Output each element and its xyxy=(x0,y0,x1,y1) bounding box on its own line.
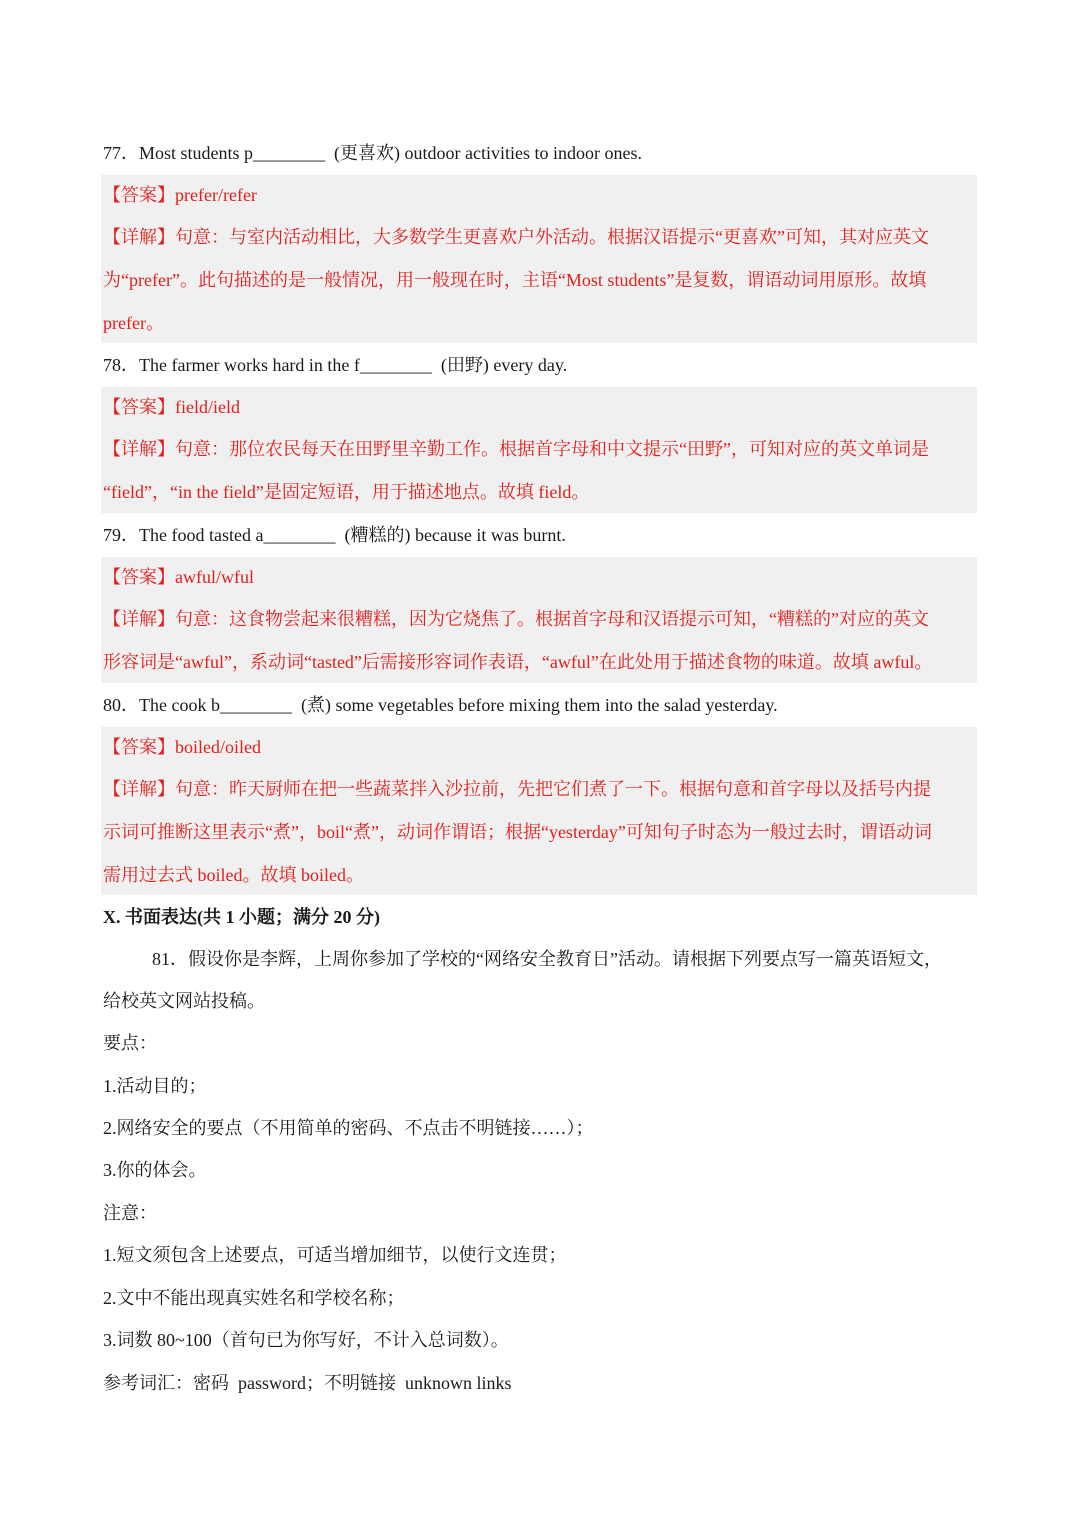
explain-77-line-2: 为“prefer”。此句描述的是一般情况，用一般现在时，主语“Most students”是复数，谓语动词用原形。故填 xyxy=(103,270,927,290)
answer-text: field/ield xyxy=(175,397,240,417)
explain-label: 【详解】 xyxy=(103,439,175,459)
answer-text: prefer/refer xyxy=(175,185,257,205)
explain-78-line-1 xyxy=(103,428,977,470)
explain-80-line-2: 示词可推断这里表示“煮”，boil“煮”，动词作谓语；根据“yesterday”可知句子时态为一般过去时，谓语动词 xyxy=(103,822,932,842)
explain-78-line-2: “field”，“in the field”是固定短语，用于描述地点。故填 field。 xyxy=(103,482,590,502)
question-79: 79．The food tasted a________ (糟糕的) because it was burnt. xyxy=(103,525,566,545)
points-title: 要点： xyxy=(103,1033,157,1053)
explain-text: 句意：这食物尝起来很糟糕，因为它烧焦了。根据首字母和汉语提示可知，“糟糕的”对应的英文 xyxy=(175,609,929,629)
answer-79 xyxy=(103,556,977,598)
answer-78 xyxy=(103,386,977,428)
prompt-line-1: 81．假设你是李辉，上周你参加了学校的“网络安全教育日”活动。请根据下列要点写一篇英语短文， xyxy=(152,949,942,969)
point-item-2: 2.网络安全的要点（不用简单的密码、不点击不明链接……）； xyxy=(103,1118,594,1138)
question-78: 78．The farmer works hard in the f________ (田野) every day. xyxy=(103,355,568,375)
explain-label: 【详解】 xyxy=(103,609,175,629)
answer-80 xyxy=(103,726,977,768)
answer-77 xyxy=(103,174,977,216)
explain-77-line-3: prefer。 xyxy=(103,313,164,333)
answer-text: awful/wful xyxy=(175,567,254,587)
answer-text: boiled/oiled xyxy=(175,737,261,757)
note-item-2: 2.文中不能出现真实姓名和学校名称； xyxy=(103,1288,405,1308)
explain-77-line-1 xyxy=(103,216,977,258)
point-item-3: 3.你的体会。 xyxy=(103,1160,207,1180)
explain-label: 【详解】 xyxy=(103,779,175,799)
question-80: 80．The cook b________ (煮) some vegetables before mixing them into the salad yesterday. xyxy=(103,695,778,715)
explain-80-line-1 xyxy=(103,768,977,810)
explain-text: 句意：昨天厨师在把一些蔬菜拌入沙拉前，先把它们煮了一下。根据句意和首字母以及括号内提 xyxy=(175,779,931,799)
explain-label: 【详解】 xyxy=(103,227,175,247)
explain-80-line-3: 需用过去式 boiled。故填 boiled。 xyxy=(103,865,364,885)
question-77: 77．Most students p________ (更喜欢) outdoor activities to indoor ones. xyxy=(103,143,642,163)
explain-text: 句意：与室内活动相比，大多数学生更喜欢户外活动。根据汉语提示“更喜欢”可知，其对应英文 xyxy=(175,227,929,247)
explain-79-line-2: 形容词是“awful”，系动词“tasted”后需接形容词作表语，“awful”在此处用于描述食物的味道。故填 awful。 xyxy=(103,652,933,672)
section-heading: X. 书面表达(共 1 小题；满分 20 分) xyxy=(103,907,380,927)
explain-text: 句意：那位农民每天在田野里辛勤工作。根据首字母和中文提示“田野”，可知对应的英文单词是 xyxy=(175,439,929,459)
note-item-3: 3.词数 80~100（首句已为你写好，不计入总词数）。 xyxy=(103,1330,509,1350)
note-item-1: 1.短文须包含上述要点，可适当增加细节，以使行文连贯； xyxy=(103,1245,567,1265)
explain-79-line-1 xyxy=(103,598,977,640)
notes-title: 注意： xyxy=(103,1203,157,1223)
reference-vocabulary: 参考词汇：密码 password；不明链接 unknown links xyxy=(103,1373,512,1393)
answer-label: 【答案】 xyxy=(103,185,175,205)
prompt-line-2: 给校英文网站投稿。 xyxy=(103,991,265,1011)
point-item-1: 1.活动目的； xyxy=(103,1076,207,1096)
answer-label: 【答案】 xyxy=(103,567,175,587)
answer-label: 【答案】 xyxy=(103,397,175,417)
answer-label: 【答案】 xyxy=(103,737,175,757)
